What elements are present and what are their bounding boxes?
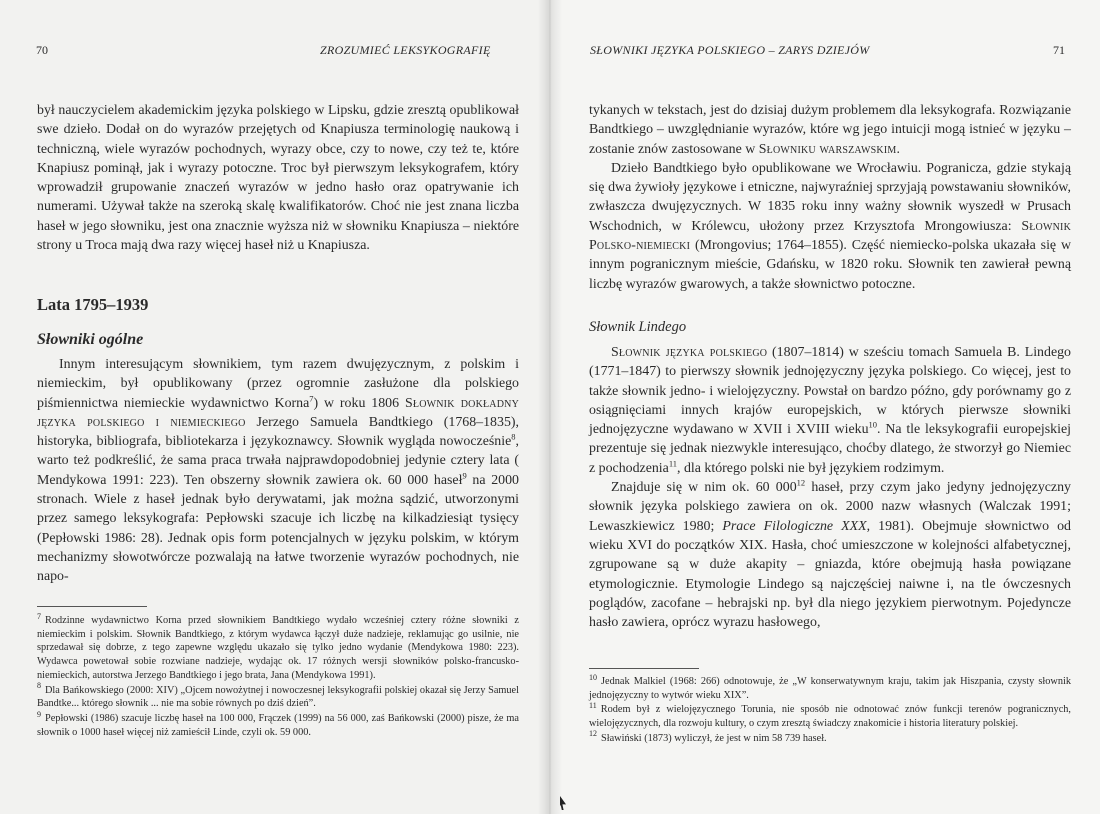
footnote-ref-9: 9	[462, 470, 467, 481]
footnote-mark: 12	[589, 729, 597, 739]
footnote-12	[589, 729, 1071, 746]
work-title-warszawski: Słowniku warszawskim	[758, 141, 897, 157]
left-footnote-rule	[37, 606, 147, 607]
footnote-text: Jednak Malkiel (1968: 266) odnotowuje, że „W konserwatywnym kraju, takim jak Hiszpania, czysty słownik jednojęzyczny to wytwór wieku XIX”.	[589, 676, 1071, 701]
footnote-ref-11: 11	[668, 458, 678, 469]
p2-text-b: ) w roku 1806	[313, 395, 405, 411]
subsection-heading-block	[37, 330, 519, 350]
work-title-mrongowiusz: Słownik Polsko-niemiecki	[589, 218, 1071, 254]
right-page	[550, 0, 1100, 814]
footnote-10	[589, 672, 1071, 702]
rp4-text-a: Znajduje się w nim ok. 60 000	[611, 480, 797, 496]
left-running-head: ZROZUMIEĆ LEKSYKOGRAFIĘ	[320, 43, 491, 57]
footnote-8	[37, 681, 519, 711]
footnote-text: Rodzinne wydawnictwo Korna przed słownikiem Bandtkiego wydało wcześniej cztery różne słowniki z niemieckim i polskim. Słownik Bandtkiego, z którym wydawca łączył duże nadzieje, reklamując go usilnie, nie sprzedawał się dobrze, z tego zapewne względu ukazało się tylko jedno wydanie (Mendykowa 1980: 223). Wydawca powetował sobie rozwiane nadzieje, wydając ok. 17 różnych wersji słowników polsko-francusko-niemieckich, autorstwa Jerzego Bandtkiego i jego brata, Jana (Mendykowa 1991).	[37, 615, 519, 681]
subsection-title: Słowniki ogólne	[37, 331, 144, 348]
rp3-text-c: , dla którego polski nie był językiem rodzimym.	[677, 460, 945, 476]
footnote-11	[589, 700, 1071, 730]
left-paragraph-1-block	[37, 101, 519, 255]
footnote-mark: 8	[37, 681, 41, 691]
right-paragraph-3	[589, 343, 1071, 478]
section-title: Lata 1795–1939	[37, 295, 149, 314]
rp2-text-a: Dzieło Bandtkiego było opublikowane we Wrocławiu. Pogranicza, gdzie stykają się dwa żywioły językowe i etniczne, najwyraźniej sprzyjają powstawaniu słowników, zwłaszcza dwujęzycznych. W 1835 roku inny ważny słownik wyszedł w Prusach Wschodnich, w Królewcu, ułożony przez Krzysztofa Mrongowiusza:	[589, 160, 1071, 234]
left-paragraph-2	[37, 355, 519, 587]
rp3-text-a: (1807–1814) w sześciu tomach Samuela B. Lindego (1771–1847) to pierwszy słownik jednojęzyczny języka polskiego. Co więcej, jest to także słownik jedno- i wielojęzyczny. Powstał on bardzo późno, gdy porównamy go z osiągnięciami innych krajów europejskich, w których pierwsze słowniki jednojęzyczne wydawano w XVII i XVIII wieku	[589, 345, 1071, 438]
footnote-text: Rodem był z wielojęzycznego Torunia, nie sposób nie odnotować znów funkcji terenów pogranicznych, wielojęzycznych, dla rozwoju kultury, o czym zresztą świadczy znakomicie i historia literatury polskiej.	[589, 704, 1071, 730]
rp3-text-b: . Na tle leksykografii europejskiej prezentuje się jednak niezwykle interesująco, choćby dlatego, że stworzył go Niemiec z pochodzenia	[589, 422, 1072, 476]
rp1-text-b: .	[896, 141, 900, 157]
right-paragraph-4	[589, 478, 1071, 632]
right-paragraph-1	[589, 101, 1071, 159]
footnote-mark: 11	[589, 700, 597, 710]
footnote-ref-8: 8	[511, 431, 516, 442]
footnote-text: Pepłowski (1986) szacuje liczbę haseł na 100 000, Frączek (1999) na 56 000, zaś Bańkowski (2000) pisze, że ma słownik o 1000 haseł więcej niż zamieścił Linde, czyli ok. 59 000.	[37, 712, 519, 738]
rp4-text-c: , 1981). Obejmuje słownictwo od wieku XVI do początków XIX. Hasła, choć umieszczone w kolejności alfabetycznej, zgrupowane są w duże akapity – gniazda, które obejmują hasła powiązane etymologicznie. Etymologie Lindego są najczęściej naiwne i, na tle ówczesnych poglądów, zacofane – hebrajski np. był dla niego językiem pierwotnym. Pojedyncze hasło zawiera, oprócz wyrazu hasłowego,	[589, 518, 1071, 631]
right-paragraph-2	[589, 159, 1071, 294]
right-paragraph-3-block	[589, 343, 1071, 632]
footnote-9	[37, 709, 519, 739]
p2-text-a: Innym interesującym słownikiem, tym razem dwujęzycznym, z polskim i niemieckim, był opublikowany (przez ogromnie zasłużone dla polskiego piśmiennictwa niemieckie wydawnictwo Korna	[37, 357, 519, 411]
work-title-linde: Słownik języka polskiego	[611, 345, 768, 360]
left-paragraph-2-block	[37, 355, 519, 587]
rp4-text-b: haseł, przy czym jako jedyny jednojęzyczny słownik języka polskiego zawiera on ok. 2000 nazw własnych (Walczak 1991; Lewaszkiewicz 1980;	[589, 480, 1071, 534]
footnote-ref-12: 12	[796, 477, 806, 488]
footnote-mark: 9	[37, 709, 41, 719]
subsection-title-linde: Słownik Lindego	[589, 319, 687, 335]
footnote-ref-7: 7	[309, 392, 314, 403]
right-footnote-rule	[589, 668, 699, 669]
section-heading-block	[37, 295, 519, 315]
right-page-number: 71	[1053, 43, 1065, 57]
book-gutter-shadow	[538, 0, 562, 814]
footnote-7	[37, 611, 519, 683]
right-paragraph-1-block	[589, 101, 1071, 294]
footnote-ref-10: 10	[868, 419, 878, 430]
footnote-text: Dla Bańkowskiego (2000: XIV) „Ojcem nowożytnej i nowoczesnej leksykografii polskiej okazał się Jerzy Samuel Bandtke... którego słownik ... nie ma sobie równych po dziś dzień”.	[37, 684, 519, 710]
left-paragraph-1: był nauczycielem akademickim języka polskiego w Lipsku, gdzie zresztą opublikował swe dzieło. Dodał on do wyrazów przejętych od Knapiusza terminologię naukową i techniczną, wiele wyrazów pochodnych, wyrazy obce, czy to nowe, czy też te, które Knapiusz pominął, jak i wyrazy potoczne. Troc był pierwszym leksykografem, który wprowadził grupowanie znaczeń wyrazów w jedno hasło oraz opatrywanie ich numerami. Używał także na szeroką skalę kwalifikatorów. Choć nie jest znana liczba haseł w jego słowniku, jest ona znacznie wyższa niż w słowniku Knapiusza – niektóre strony u Troca mają dwa razy więcej haseł niż u Knapiusza.	[37, 103, 519, 254]
footnote-mark: 7	[37, 611, 41, 621]
work-title-bandtke: Słownik dokładny języka polskiego i niemieckiego	[37, 395, 519, 430]
right-footnotes	[589, 672, 1071, 747]
p2-text-d: , warto też podkreślić, że sama praca trwała najprawdopodobniej jedynie cztery lata ( Mendykowa 1991: 223). Ten obszerny słownik zawiera ok. 60 000 haseł	[37, 434, 519, 488]
rp1-text-a: tykanych w tekstach, jest do dzisiaj dużym problemem dla leksykografa. Rozwiązanie Bandtkiego – uwzględnianie wyrazów, które wg jego intuicji mogą istnieć w języku – zostanie znów zastosowane w	[589, 103, 1071, 157]
footnote-text: Sławiński (1873) wyliczył, że jest w nim 58 739 haseł.	[601, 732, 827, 744]
journal-title: Prace Filologiczne XXX	[722, 518, 867, 534]
rp2-text-b: (Mrongovius; 1764–1855). Część niemiecko-polska ukazała się w innym pogranicznym mieście, Gdańsku, w 1820 roku. Słownik ten zawierał pewną liczbę wyrazów gwarowych, a także słownictwo potoczne.	[589, 238, 1071, 292]
p2-text-e: na 2000 stronach. Wiele z haseł jednak było derywatami, jak można sądzić, utworzonymi przez samego leksykografa: Pepłowski szacuje ich liczbę na kilkadziesiąt tysięcy (Pepłowski 1986: 28). Jednak opis form potencjalnych w języku polskim, w którym mechanizmy słowotwórcze pozwalają na łatwe tworzenie wyrazów pochodnych, nie napo-	[37, 472, 519, 585]
left-footnotes	[37, 611, 519, 740]
right-running-head: SŁOWNIKI JĘZYKA POLSKIEGO – ZARYS DZIEJÓW	[590, 43, 870, 57]
right-subsection-block	[589, 318, 1071, 337]
footnote-mark: 10	[589, 672, 597, 682]
p2-text-c: Jerzego Samuela Bandtkiego (1768–1835), historyka, bibliografa, bibliotekarza i językoznawcy. Słownik wygląda nowocześnie	[37, 414, 519, 450]
left-page-number: 70	[36, 43, 48, 57]
